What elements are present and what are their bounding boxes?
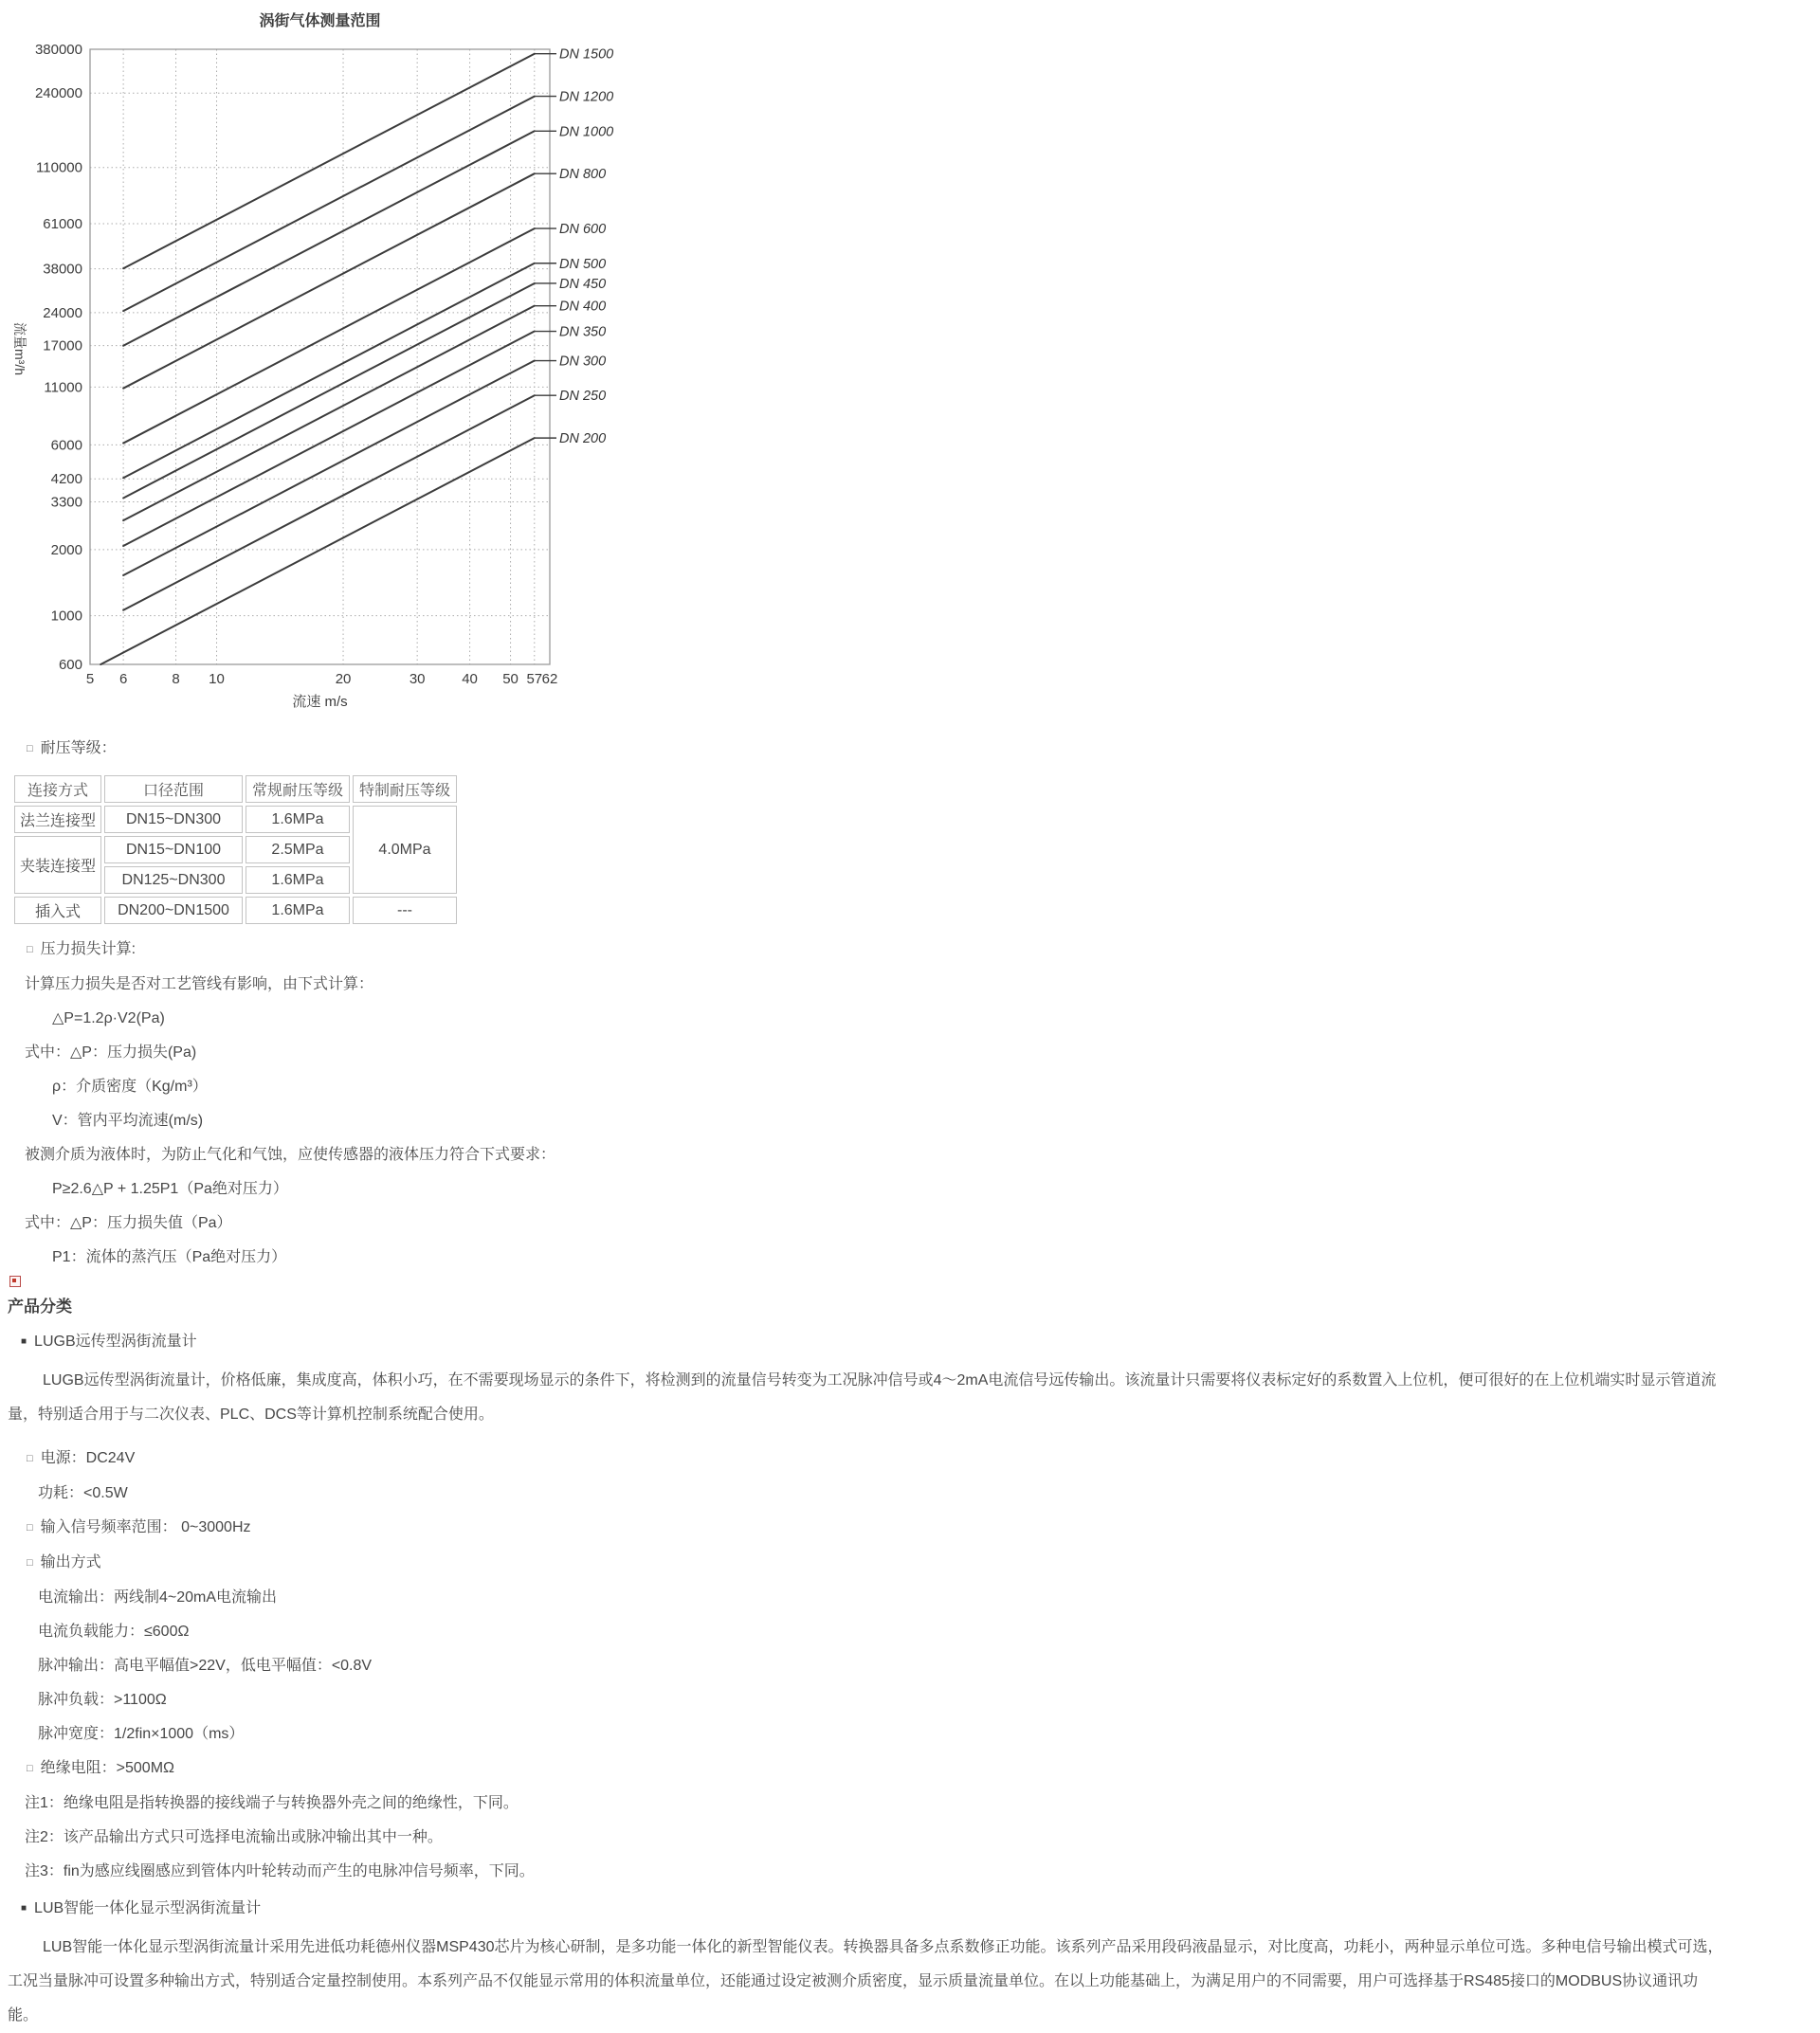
lugb-paragraph-line: LUGB远传型涡街流量计，价格低廉，集成度高，体积小巧，在不需要现场显示的条件下，将检测到的流量信号转变为工况脉冲信号或4～2mA电流信号远传输出。该流量计只需要将仪表标定好的系数置入上位机，便可很好的在上位机端实时显示管道流 [43, 1372, 1717, 1389]
chart-series-label: DN 1500 [559, 46, 614, 63]
chart-series-label: DN 1200 [559, 89, 614, 105]
lub-paragraph-line: 工况当量脉冲可设置多种输出方式，特别适合定量控制使用。本系列产品不仅能显示常用的体积流量单位，还能通过设定被测介质密度，显示质量流量单位。在以上功能基础上，为满足用户的不同需要，用户可选择基于RS485接口的MODBUS协议通讯功 [8, 1973, 1699, 1989]
chart-series-label: DN 350 [559, 324, 607, 340]
chart-y-tick: 110000 [36, 159, 82, 176]
chart-series-line [123, 54, 535, 268]
cell-special-rating: --- [353, 897, 457, 924]
box-marker-icon: □ [27, 1557, 33, 1569]
pressure-rating-table [11, 772, 460, 927]
col-header-standard-rating: 常规耐压等级 [246, 775, 350, 803]
chart-y-tick: 3300 [50, 494, 82, 511]
cell-range: DN200~DN1500 [104, 897, 243, 924]
chart-x-tick: 30 [409, 671, 426, 687]
spec-line: 脉冲输出：高电平幅值>22V，低电平幅值：<0.8V [38, 1658, 373, 1674]
spec-line: 功耗：<0.5W [38, 1485, 128, 1501]
box-marker-icon: □ [27, 944, 33, 955]
chart-series-label: DN 400 [559, 299, 607, 315]
chart-x-tick: 10 [209, 671, 225, 687]
flow-range-chart [0, 0, 664, 718]
cell-connection-insertion: 插入式 [14, 897, 101, 924]
bullet-square-icon: ■ [21, 1903, 27, 1914]
chart-x-tick: 50 [502, 671, 519, 687]
pressure-loss-heading-text: 压力损失计算: [40, 941, 136, 957]
chart-x-tick: 8 [172, 671, 180, 687]
pressure-loss-line: P1：流体的蒸汽压（Pa绝对压力） [52, 1249, 287, 1265]
pressure-rating-heading-text: 耐压等级： [40, 740, 117, 756]
chart-series-line [123, 361, 535, 575]
pressure-loss-line: 式中：△P：压力损失(Pa) [25, 1044, 197, 1061]
pressure-loss-line: 计算压力损失是否对工艺管线有影响，由下式计算： [25, 976, 374, 992]
chart-series-line [123, 131, 535, 345]
chart-y-tick: 24000 [43, 304, 82, 321]
chart-y-tick: 11000 [44, 379, 82, 396]
cell-range: DN15~DN300 [104, 806, 243, 833]
pressure-loss-heading [0, 933, 1820, 968]
table-header-row [14, 775, 457, 803]
flow-range-chart-svg [0, 0, 664, 718]
chart-x-tick: 6 [118, 671, 128, 687]
note-line: 注3：fin为感应线圈感应到管体内叶轮转动而产生的电脉冲信号频率，下同。 [25, 1863, 535, 1879]
spec-line [0, 1442, 1820, 1477]
lugb-title-text: LUGB远传型涡街流量计 [34, 1334, 197, 1350]
chart-series-label: DN 300 [559, 354, 607, 370]
chart-series-line [123, 332, 535, 547]
chart-series-line [123, 228, 535, 443]
chart-y-tick: 6000 [50, 437, 82, 454]
spec-text: 电源：DC24V [40, 1450, 136, 1466]
chart-series-line [123, 306, 535, 521]
table-row [14, 806, 457, 833]
pressure-loss-line: V：管内平均流速(m/s) [52, 1113, 204, 1129]
bullet-square-icon: ■ [21, 1336, 27, 1347]
spec-line [0, 1546, 1820, 1581]
lub-paragraph-line: 能。 [8, 2007, 39, 2024]
note-line: 注1：绝缘电阻是指转换器的接线端子与转换器外壳之间的绝缘性，下同。 [25, 1795, 519, 1811]
lub-section-title [0, 1889, 1820, 1931]
pressure-loss-line: 式中：△P：压力损失值（Pa） [25, 1215, 232, 1231]
pressure-loss-formula: △P=1.2ρ·V2(Pa) [52, 1010, 165, 1026]
pressure-loss-line: 被测介质为液体时，为防止气化和气蚀，应使传感器的液体压力符合下式要求： [25, 1147, 556, 1163]
box-marker-icon: □ [27, 1763, 33, 1774]
chart-y-tick: 4200 [50, 471, 82, 488]
product-category-heading: 产品分类 [8, 1298, 72, 1316]
box-marker-icon: □ [27, 1453, 33, 1464]
chart-x-tick: 5 [85, 671, 95, 687]
chart-series-label: DN 250 [559, 389, 607, 405]
pressure-rating-heading [0, 732, 1820, 767]
chart-y-tick: 600 [58, 657, 82, 673]
broken-image-icon [9, 1276, 21, 1287]
chart-x-axis-label: 流速 m/s [292, 694, 348, 710]
chart-x-tick: 62 [541, 671, 558, 687]
spec-text: 输入信号频率范围： 0~3000Hz [40, 1519, 251, 1535]
cell-rating: 2.5MPa [246, 836, 350, 863]
box-marker-icon: □ [27, 743, 33, 754]
chart-y-tick: 1000 [50, 608, 82, 625]
spec-text: 绝缘电阻：>500MΩ [40, 1760, 174, 1776]
table-row [14, 897, 457, 924]
chart-series-label: DN 450 [559, 276, 607, 292]
chart-series-label: DN 200 [559, 431, 607, 447]
col-header-diameter: 口径范围 [104, 775, 243, 803]
chart-series-line [123, 283, 535, 499]
chart-title: 涡街气体测量范围 [259, 13, 381, 29]
chart-x-tick: 57 [526, 671, 543, 687]
cell-range: DN125~DN300 [104, 866, 243, 894]
chart-y-axis-label: 流量m³/h [12, 322, 27, 375]
cell-special-rating: 4.0MPa [353, 806, 457, 894]
chart-series-line [123, 97, 535, 311]
col-header-connection: 连接方式 [14, 775, 101, 803]
spec-line: 脉冲宽度：1/2fin×1000（ms） [38, 1726, 245, 1742]
col-header-special-rating: 特制耐压等级 [353, 775, 457, 803]
chart-border [90, 49, 550, 664]
pressure-loss-line: ρ：介质密度（Kg/m³） [52, 1079, 208, 1095]
chart-y-tick: 17000 [43, 337, 82, 354]
spec-line: 电流输出：两线制4~20mA电流输出 [38, 1589, 278, 1606]
note-line: 注2：该产品输出方式只可选择电流输出或脉冲输出其中一种。 [25, 1829, 443, 1845]
chart-series-label: DN 1000 [559, 124, 614, 140]
pressure-loss-formula: P≥2.6△P + 1.25P1（Pa绝对压力） [52, 1181, 288, 1197]
spec-line: 脉冲负载：>1100Ω [38, 1692, 167, 1708]
box-marker-icon: □ [27, 1522, 33, 1534]
chart-y-tick: 240000 [34, 85, 82, 102]
lugb-paragraph-line: 量，特别适合用于与二次仪表、PLC、DCS等计算机控制系统配合使用。 [8, 1407, 494, 1423]
cell-rating: 1.6MPa [246, 866, 350, 894]
spec-text: 输出方式 [40, 1554, 101, 1570]
chart-x-tick: 20 [335, 671, 352, 687]
lub-paragraph-line: LUB智能一体化显示型涡街流量计采用先进低功耗德州仪器MSP430芯片为核心研制，是多功能一体化的新型智能仪表。转换器具备多点系数修正功能。该系列产品采用段码液晶显示，对比度高，功耗小，两种显示单位可选。多种电信号输出模式可选， [43, 1939, 1723, 1955]
chart-series-line [123, 173, 535, 388]
chart-series-line [123, 263, 535, 478]
spec-line: 电流负载能力：≤600Ω [38, 1624, 190, 1640]
chart-y-tick: 2000 [50, 541, 82, 558]
cell-connection-clamp: 夹装连接型 [14, 836, 101, 894]
spec-line [0, 1511, 1820, 1546]
chart-y-tick: 380000 [34, 42, 82, 58]
chart-series-label: DN 600 [559, 222, 607, 238]
lub-title-text: LUB智能一体化显示型涡街流量计 [34, 1900, 262, 1916]
lugb-section-title [0, 1322, 1820, 1364]
chart-series-line [123, 395, 535, 610]
chart-y-tick: 38000 [43, 261, 82, 278]
cell-range: DN15~DN100 [104, 836, 243, 863]
spec-line [0, 1752, 1820, 1787]
chart-series-label: DN 500 [559, 256, 607, 272]
chart-x-tick: 40 [462, 671, 478, 687]
cell-rating: 1.6MPa [246, 897, 350, 924]
chart-y-tick: 61000 [43, 216, 82, 233]
cell-connection-flange: 法兰连接型 [14, 806, 101, 833]
chart-series-label: DN 800 [559, 167, 607, 183]
cell-rating: 1.6MPa [246, 806, 350, 833]
